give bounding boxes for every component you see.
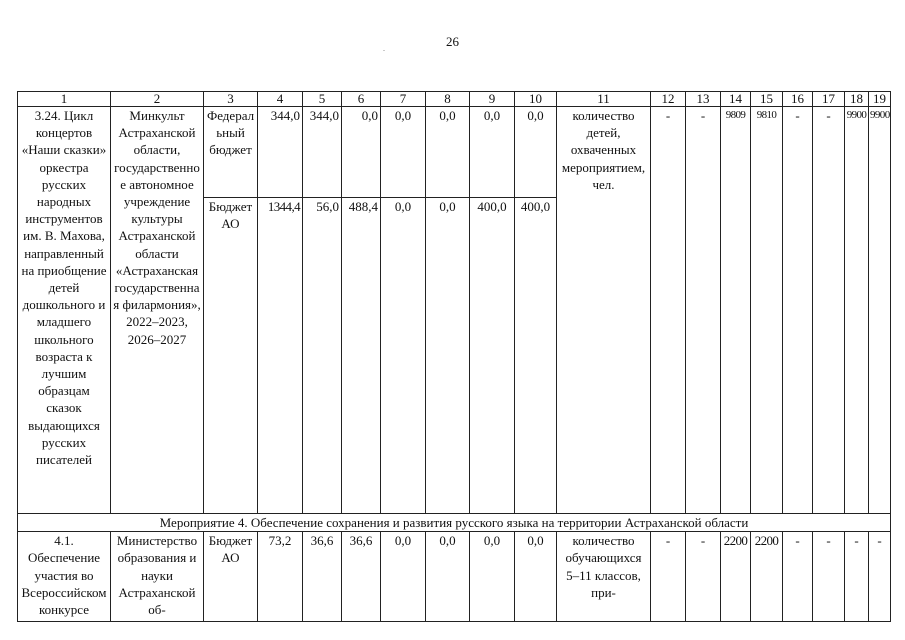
target-value: 2200 (751, 532, 783, 622)
amount: 400,0 (470, 198, 515, 514)
executor: Министерство образования и науки Астраханской об- (111, 532, 204, 622)
column-number: 3 (204, 92, 258, 107)
column-number: 17 (813, 92, 845, 107)
target-value: - (783, 107, 813, 514)
target-value: 9900 (845, 107, 869, 514)
amount: 0,0 (426, 198, 470, 514)
target-value: - (651, 532, 686, 622)
target-value: - (813, 532, 845, 622)
amount: 344,0 (303, 107, 342, 198)
target-value: 2200 (721, 532, 751, 622)
amount: 56,0 (303, 198, 342, 514)
measure-name: 3.24. Цикл концертов «Наши сказки» оркестра русских народных инструментов им. В. Махова, направленный на приобщение детей дошкольного и младшего школьного возраста к лучшим образцам сказок выдающихся русских писателей (18, 107, 111, 514)
column-number-row (18, 92, 891, 107)
amount: 0,0 (381, 107, 426, 198)
table-row (18, 107, 891, 198)
column-number: 15 (751, 92, 783, 107)
column-number: 5 (303, 92, 342, 107)
column-number: 14 (721, 92, 751, 107)
target-value: 9900 (869, 107, 891, 514)
scan-speck: . (383, 44, 385, 53)
funding-source: Бюджет АО (204, 198, 258, 514)
amount: 0,0 (515, 107, 557, 198)
target-value: 9810 (751, 107, 783, 514)
amount: 0,0 (426, 532, 470, 622)
amount: 36,6 (342, 532, 381, 622)
section-header-row (18, 514, 891, 532)
column-number: 9 (470, 92, 515, 107)
column-number: 12 (651, 92, 686, 107)
indicator: количество обучающихся 5–11 классов, при- (557, 532, 651, 622)
amount: 344,0 (258, 107, 303, 198)
column-number: 2 (111, 92, 204, 107)
target-value: - (845, 532, 869, 622)
amount: 73,2 (258, 532, 303, 622)
program-table (17, 91, 891, 622)
amount: 0,0 (470, 532, 515, 622)
amount: 0,0 (470, 107, 515, 198)
target-value: - (651, 107, 686, 514)
column-number: 10 (515, 92, 557, 107)
target-value: - (813, 107, 845, 514)
column-number: 8 (426, 92, 470, 107)
executor: Минкульт Астраханской области, государственное автономное учреждение культуры Астраханской области «Астраханская государственная филармония», 2022–2023, 2026–2027 (111, 107, 204, 514)
column-number: 11 (557, 92, 651, 107)
page-number: 26 (446, 34, 459, 49)
target-value: - (686, 107, 721, 514)
column-number: 6 (342, 92, 381, 107)
amount: 0,0 (426, 107, 470, 198)
amount: 400,0 (515, 198, 557, 514)
section-title: Мероприятие 4. Обеспечение сохранения и развития русского языка на территории Астраханской области (18, 514, 891, 532)
column-number: 4 (258, 92, 303, 107)
column-number: 19 (869, 92, 891, 107)
column-number: 13 (686, 92, 721, 107)
target-value: - (869, 532, 891, 622)
funding-source: Федеральный бюджет (204, 107, 258, 198)
amount: 0,0 (342, 107, 381, 198)
amount: 0,0 (381, 532, 426, 622)
column-number: 1 (18, 92, 111, 107)
amount: 1344,4 (258, 198, 303, 514)
target-value: - (783, 532, 813, 622)
amount: 0,0 (515, 532, 557, 622)
column-number: 18 (845, 92, 869, 107)
amount: 36,6 (303, 532, 342, 622)
amount: 0,0 (381, 198, 426, 514)
table-row (18, 532, 891, 622)
target-value: - (686, 532, 721, 622)
target-value: 9809 (721, 107, 751, 514)
measure-name: 4.1. Обеспечение участия во Всероссийском конкурсе (18, 532, 111, 622)
column-number: 16 (783, 92, 813, 107)
amount: 488,4 (342, 198, 381, 514)
funding-source: Бюджет АО (204, 532, 258, 622)
column-number: 7 (381, 92, 426, 107)
indicator: количество детей, охваченных мероприятием, чел. (557, 107, 651, 514)
